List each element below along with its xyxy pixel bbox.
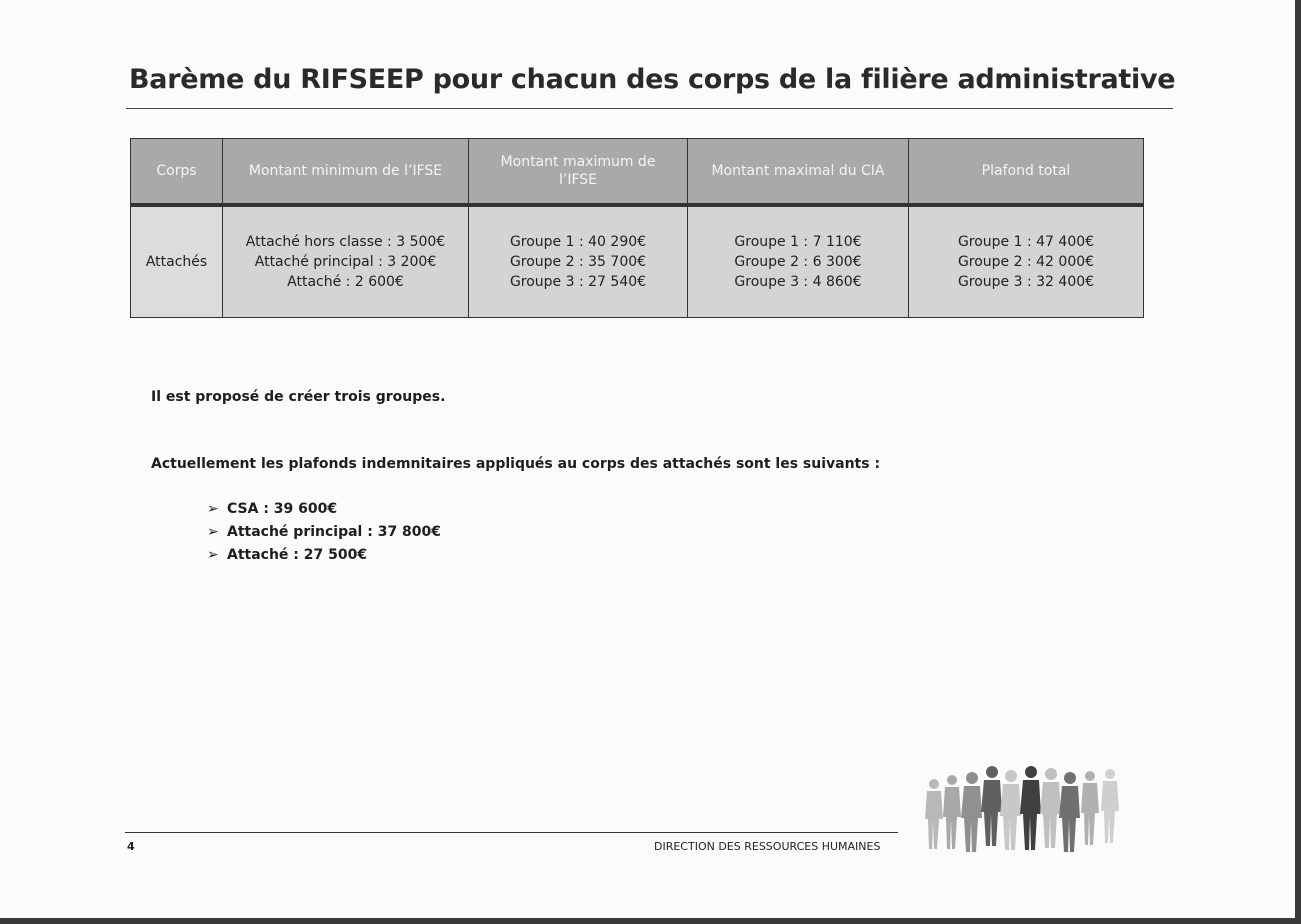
scan-edge-right bbox=[1295, 0, 1301, 924]
footer-department: DIRECTION DES RESSOURCES HUMAINES bbox=[654, 840, 881, 853]
cell-line: Groupe 3 : 32 400€ bbox=[957, 274, 1095, 290]
header-plafond: Plafond total bbox=[909, 139, 1144, 206]
table-header-row bbox=[131, 139, 1144, 206]
scan-edge-bottom bbox=[0, 918, 1301, 924]
page-title: Barème du RIFSEEP pour chacun des corps de la filière administrative bbox=[129, 64, 1176, 95]
list-item bbox=[207, 521, 441, 544]
list-item-text: Attaché principal : 37 800€ bbox=[227, 524, 442, 540]
list-item bbox=[207, 498, 441, 521]
header-ifse-max: Montant maximum de l’IFSE bbox=[469, 139, 688, 206]
cell-line: Groupe 2 : 6 300€ bbox=[734, 254, 862, 270]
footer-divider bbox=[125, 832, 898, 833]
rifseep-table bbox=[130, 138, 1144, 318]
cell-line: Groupe 1 : 47 400€ bbox=[957, 234, 1095, 250]
paragraph-current-ceilings: Actuellement les plafonds indemnitaires appliqués au corps des attachés sont les suivants : bbox=[151, 456, 881, 472]
list-item-text: CSA : 39 600€ bbox=[227, 501, 338, 517]
arrow-bullet-icon: ➢ bbox=[207, 547, 219, 563]
cell-line: Groupe 1 : 40 290€ bbox=[509, 234, 647, 250]
list-item-text: Attaché : 27 500€ bbox=[227, 547, 368, 563]
cell-line: Groupe 1 : 7 110€ bbox=[734, 234, 862, 250]
cell-line: Attaché principal : 3 200€ bbox=[254, 254, 437, 270]
cell-cia-max bbox=[688, 205, 909, 318]
ceilings-list bbox=[207, 498, 441, 567]
crowd-of-people-icon bbox=[922, 762, 1132, 862]
cell-ifse-max bbox=[469, 205, 688, 318]
cell-line: Groupe 3 : 4 860€ bbox=[734, 274, 862, 290]
arrow-bullet-icon: ➢ bbox=[207, 524, 219, 540]
cell-line: Groupe 3 : 27 540€ bbox=[509, 274, 647, 290]
cell-line: Attaché : 2 600€ bbox=[287, 274, 404, 290]
title-divider bbox=[126, 108, 1173, 109]
cell-line: Groupe 2 : 42 000€ bbox=[957, 254, 1095, 270]
cell-line: Attaché hors classe : 3 500€ bbox=[245, 234, 446, 250]
header-cia-max: Montant maximal du CIA bbox=[688, 139, 909, 206]
paragraph-groups: Il est proposé de créer trois groupes. bbox=[151, 389, 446, 405]
cell-ifse-min bbox=[223, 205, 469, 318]
cell-corps: Attachés bbox=[131, 205, 223, 318]
header-ifse-min: Montant minimum de l’IFSE bbox=[223, 139, 469, 206]
table-row bbox=[131, 205, 1144, 318]
cell-plafond bbox=[909, 205, 1144, 318]
header-corps: Corps bbox=[131, 139, 223, 206]
arrow-bullet-icon: ➢ bbox=[207, 501, 219, 517]
page-number: 4 bbox=[127, 840, 135, 853]
list-item bbox=[207, 544, 441, 567]
cell-line: Groupe 2 : 35 700€ bbox=[509, 254, 647, 270]
